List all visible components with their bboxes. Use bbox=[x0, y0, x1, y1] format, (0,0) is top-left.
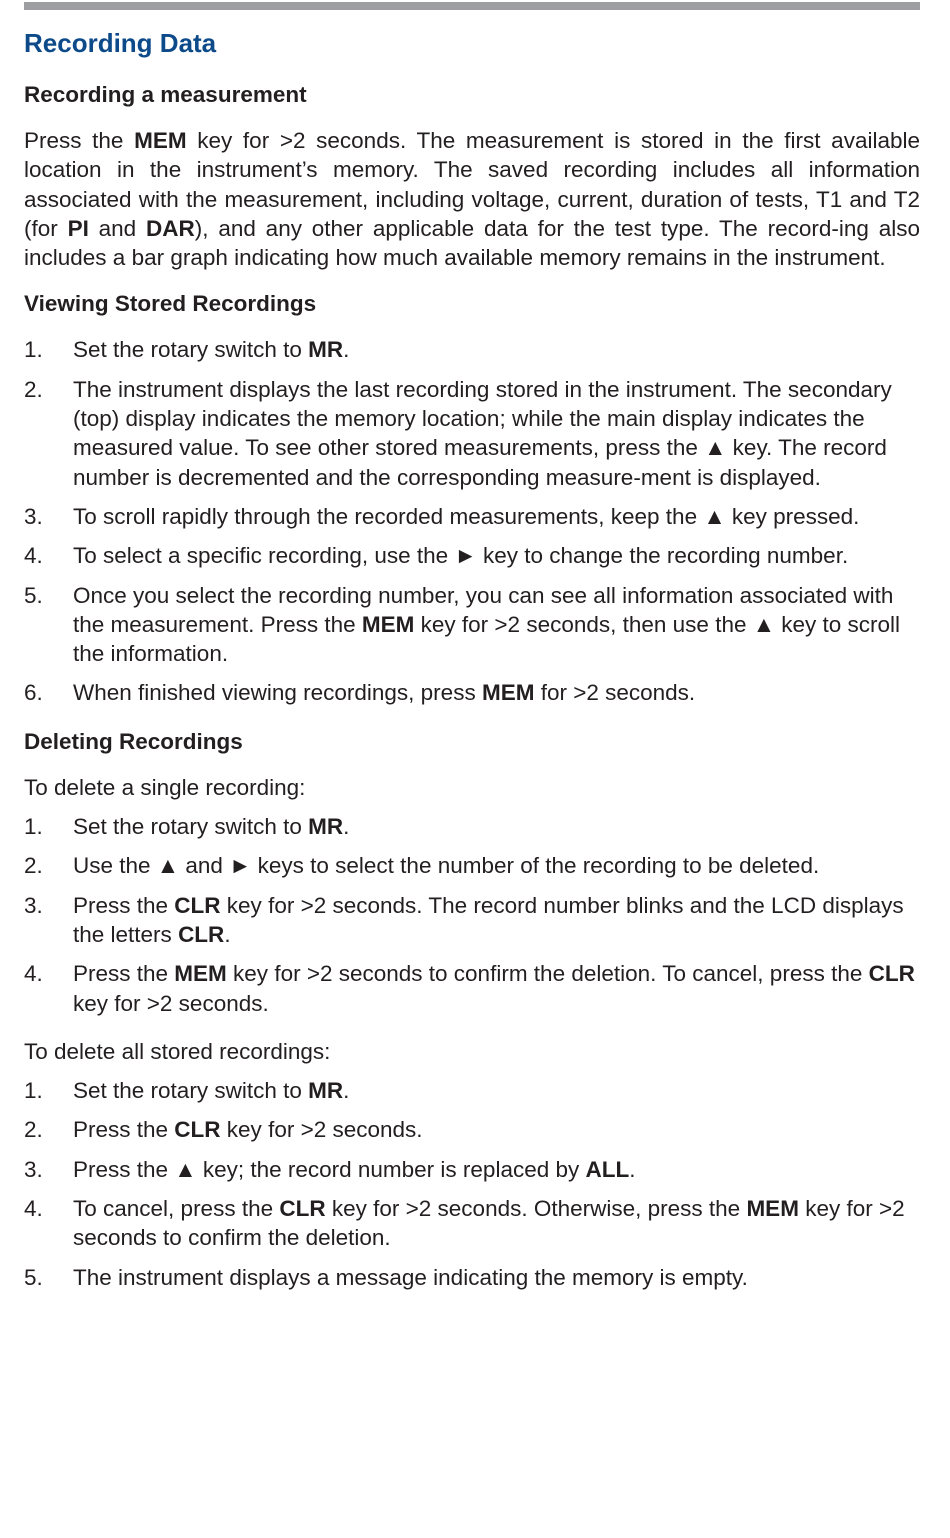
viewing-step bbox=[24, 541, 920, 570]
delete-all-step bbox=[24, 1263, 920, 1292]
key-name: CLR bbox=[174, 892, 221, 918]
step-number: 1. bbox=[24, 337, 43, 363]
key-name: PI bbox=[67, 215, 89, 241]
key-name: MR bbox=[308, 814, 344, 840]
step-text: Use the ▲ and ► keys to select the number of the recording to be deleted. bbox=[73, 853, 820, 879]
step-text: The instrument displays a message indicating the memory is empty. bbox=[73, 1264, 748, 1290]
key-name: MEM bbox=[361, 611, 415, 637]
key-name: DAR bbox=[146, 215, 195, 241]
key-name: CLR bbox=[279, 1196, 326, 1222]
step-number: 4. bbox=[24, 543, 43, 569]
delete-all-step bbox=[24, 1115, 920, 1144]
step-text: Press the MEM key for >2 seconds to confirm the deletion. To cancel, press the CLR key for >2 seconds. bbox=[73, 961, 915, 1016]
top-rule bbox=[24, 2, 920, 10]
viewing-step bbox=[24, 335, 920, 364]
delete-all-steps-list bbox=[24, 1076, 920, 1292]
key-name: MEM bbox=[134, 128, 187, 153]
step-number: 1. bbox=[24, 814, 43, 840]
key-name: MR bbox=[308, 1078, 344, 1104]
recording-paragraph: Press the MEM key for >2 seconds. The measurement is stored in the first available location in the instrument’s memory. The saved recording includes all information associated with the measurement, including voltage, current, duration of tests, T1 and T2 (for PI and DAR), and any other applicable data for the test type. The record-ing also includes a bar graph indicating how much available memory remains in the instrument. bbox=[24, 128, 920, 271]
step-text: Set the rotary switch to MR. bbox=[73, 337, 350, 363]
delete-all-step bbox=[24, 1076, 920, 1105]
step-text: Press the CLR key for >2 seconds. The record number blinks and the LCD displays the letters CLR. bbox=[73, 892, 904, 947]
step-number: 2. bbox=[24, 376, 43, 402]
step-text: Set the rotary switch to MR. bbox=[73, 814, 350, 840]
step-number: 2. bbox=[24, 853, 43, 879]
step-number: 6. bbox=[24, 680, 43, 706]
key-name: CLR bbox=[174, 1117, 221, 1143]
step-text: The instrument displays the last recording stored in the instrument. The secondary (top) display indicates the memory location; while the main display indicates the measured value. To see other stored measurements, press the ▲ key. The record number is decremented and the corresponding measure-ment is displayed. bbox=[73, 376, 892, 490]
key-name: MEM bbox=[481, 680, 535, 706]
viewing-step bbox=[24, 581, 920, 669]
step-text: To scroll rapidly through the recorded measurements, keep the ▲ key pressed. bbox=[73, 503, 860, 529]
step-number: 3. bbox=[24, 1156, 43, 1182]
key-name: CLR bbox=[868, 961, 915, 987]
step-text: Press the ▲ key; the record number is replaced by ALL. bbox=[73, 1156, 636, 1182]
delete-single-steps-list bbox=[24, 812, 920, 1018]
step-number: 3. bbox=[24, 892, 43, 918]
key-name: MR bbox=[308, 337, 344, 363]
delete-single-intro: To delete a single recording: bbox=[24, 774, 306, 800]
step-number: 2. bbox=[24, 1117, 43, 1143]
delete-all-step bbox=[24, 1155, 920, 1184]
step-text: Once you select the recording number, you can see all information associated with the measurement. Press the MEM key for >2 seconds, then use the ▲ key to scroll the information. bbox=[73, 582, 901, 667]
viewing-steps-list bbox=[24, 335, 920, 707]
delete-single-step bbox=[24, 959, 920, 1018]
delete-all-step bbox=[24, 1194, 920, 1253]
viewing-step bbox=[24, 502, 920, 531]
step-text: To select a specific recording, use the ► key to change the recording number. bbox=[73, 543, 849, 569]
heading-recording-measurement: Recording a measurement bbox=[24, 82, 307, 107]
step-text: Set the rotary switch to MR. bbox=[73, 1078, 350, 1104]
delete-single-step bbox=[24, 891, 920, 950]
delete-single-step bbox=[24, 812, 920, 841]
key-name: MEM bbox=[174, 961, 227, 987]
key-name: CLR bbox=[178, 921, 225, 947]
heading-deleting-recordings: Deleting Recordings bbox=[24, 728, 243, 754]
page-title: Recording Data bbox=[24, 28, 217, 58]
step-number: 4. bbox=[24, 1196, 43, 1222]
delete-single-step bbox=[24, 851, 920, 880]
step-number: 5. bbox=[24, 582, 43, 608]
step-number: 5. bbox=[24, 1264, 43, 1290]
viewing-step bbox=[24, 375, 920, 492]
heading-viewing-recordings: Viewing Stored Recordings bbox=[24, 291, 317, 317]
step-text: Press the CLR key for >2 seconds. bbox=[73, 1117, 423, 1143]
key-name: MEM bbox=[746, 1196, 799, 1222]
step-text: When finished viewing recordings, press MEM for >2 seconds. bbox=[73, 680, 696, 706]
step-number: 4. bbox=[24, 961, 43, 987]
step-number: 3. bbox=[24, 503, 43, 529]
key-name: ALL bbox=[585, 1156, 630, 1182]
step-number: 1. bbox=[24, 1078, 43, 1104]
step-text: To cancel, press the CLR key for >2 seconds. Otherwise, press the MEM key for >2 seconds to confirm the deletion. bbox=[73, 1196, 905, 1251]
delete-all-intro: To delete all stored recordings: bbox=[24, 1038, 331, 1064]
page-content bbox=[24, 26, 920, 1311]
viewing-step bbox=[24, 678, 920, 707]
